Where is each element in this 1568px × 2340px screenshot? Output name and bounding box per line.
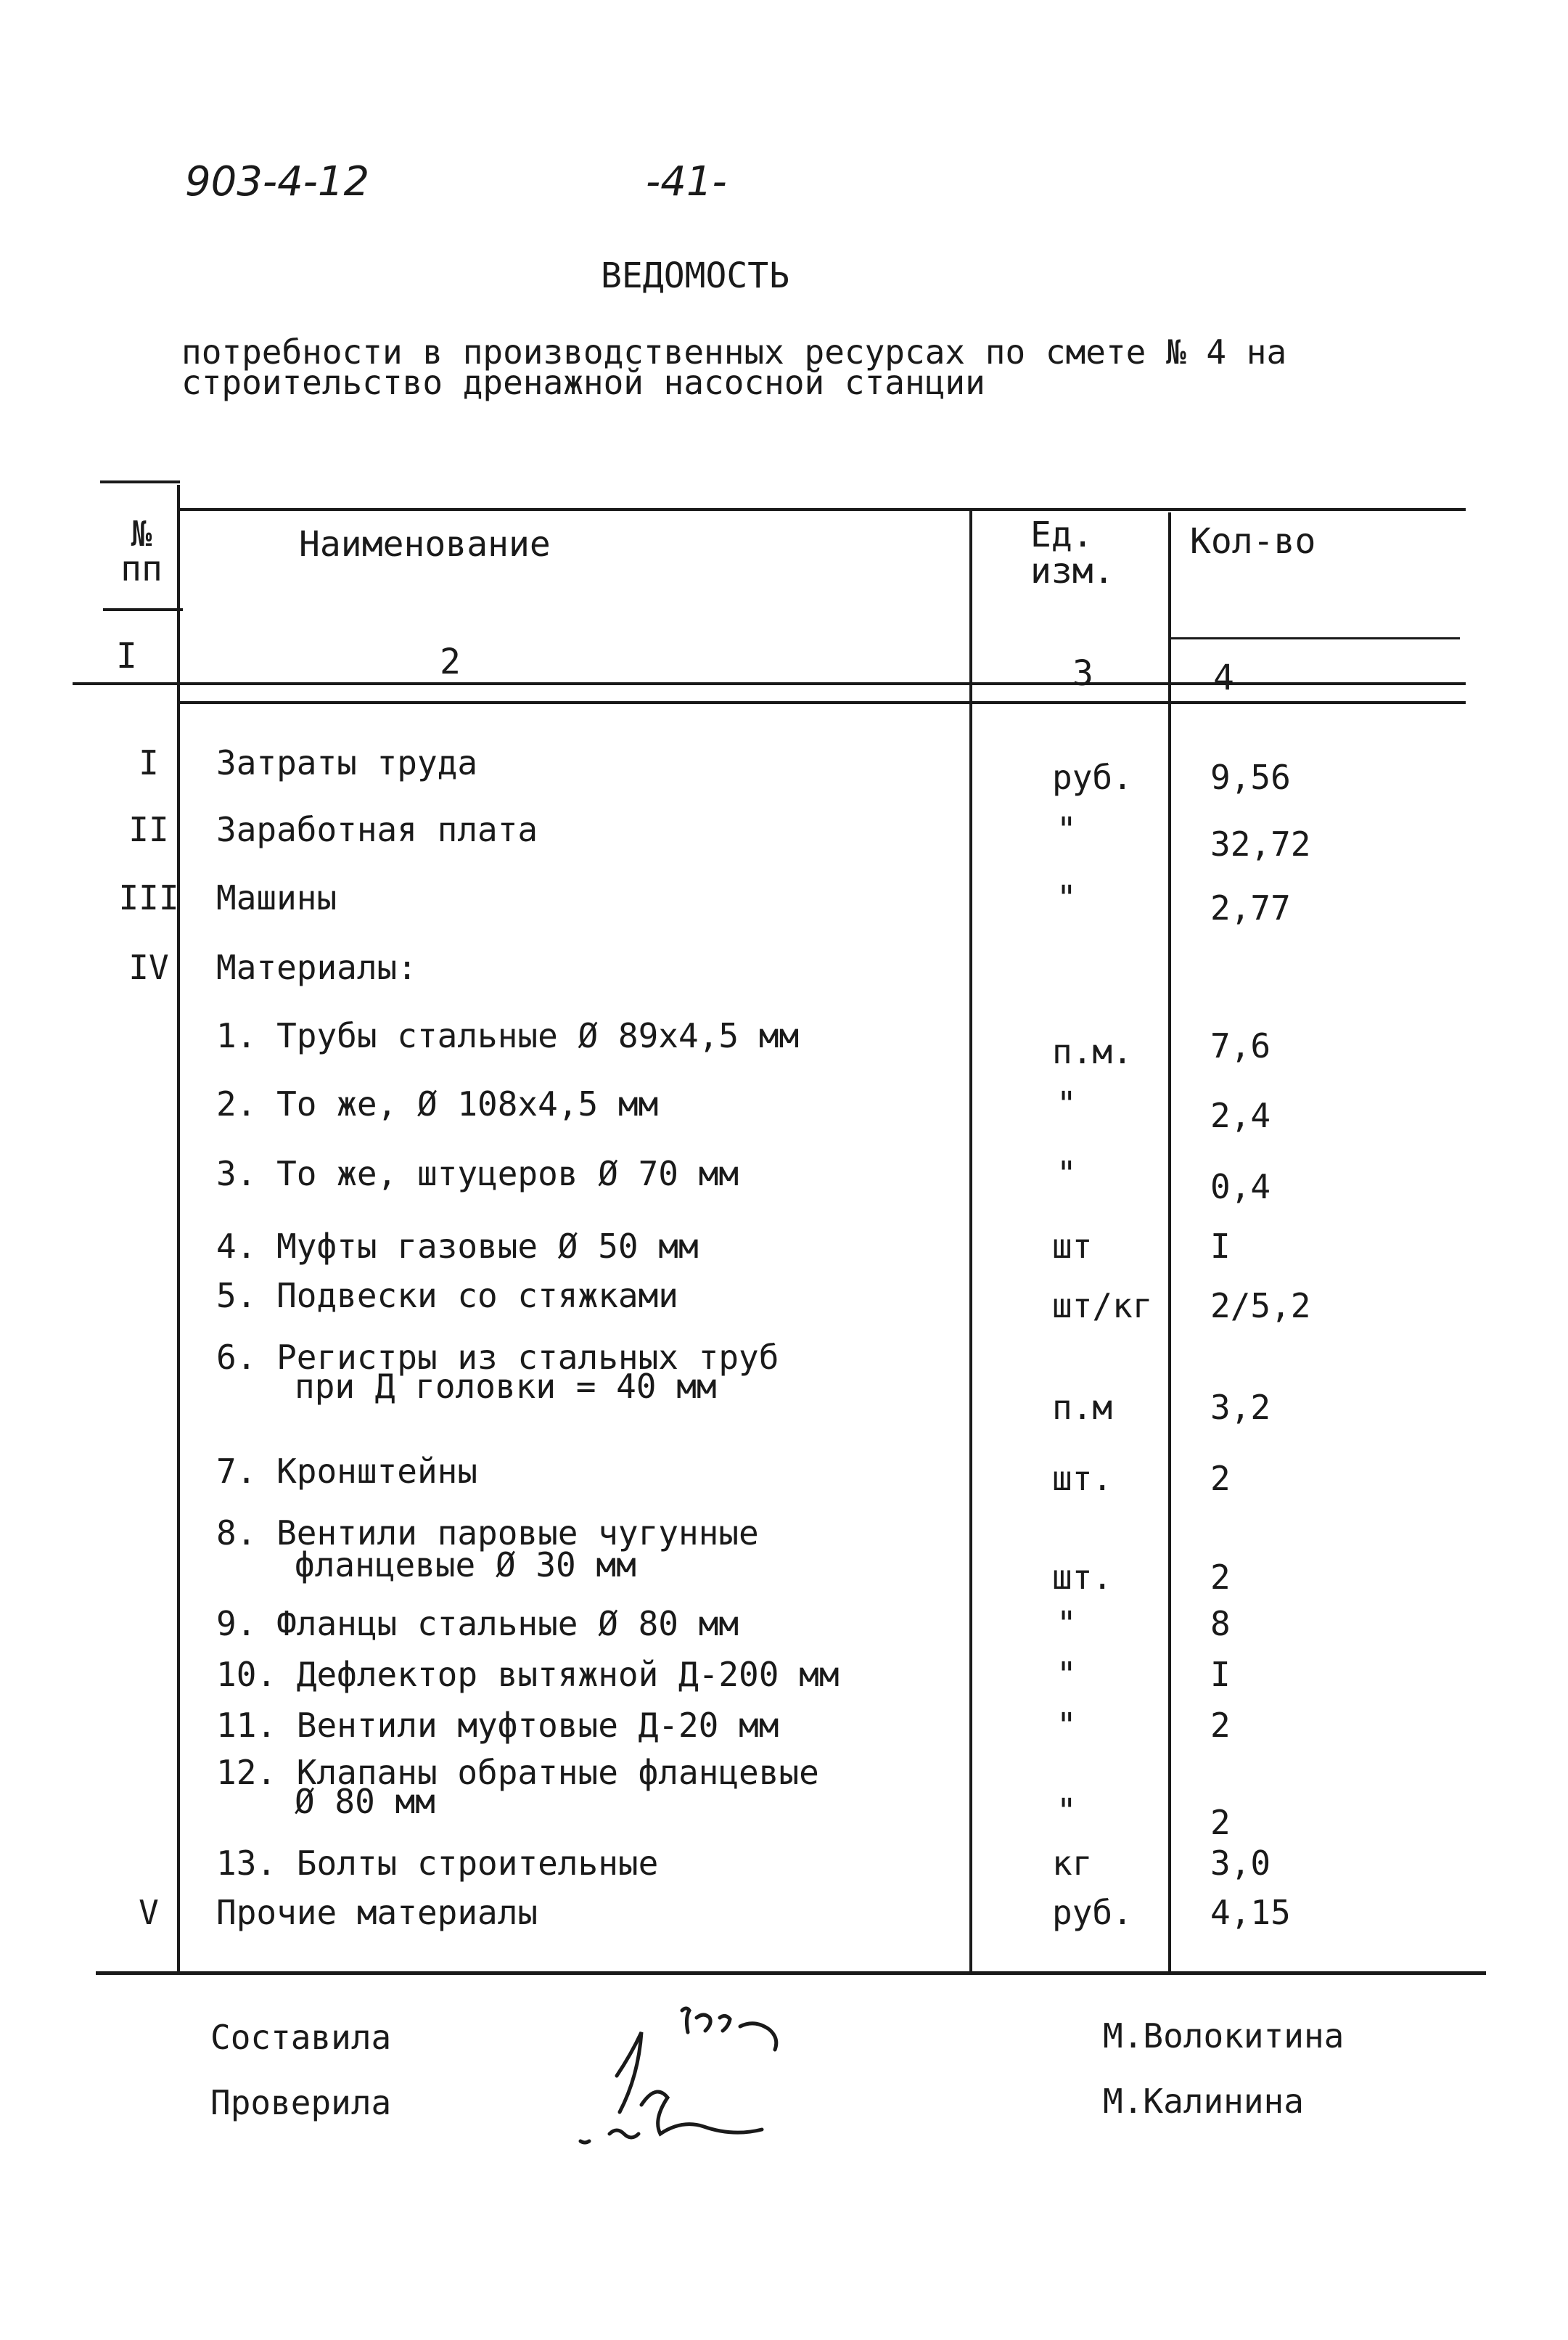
document-subtitle-line-2: строительство дренажной насосной станции [181, 363, 985, 402]
table-top-rule [180, 508, 1466, 511]
signature-mark [566, 1989, 827, 2156]
document-subtitle-line-1: потребности в производственных ресурсах по смете № 4 на [181, 332, 1287, 372]
checked-by-label: Проверила [210, 2083, 392, 2122]
table-bottom-rule [96, 1971, 1486, 1975]
column-number-3: 3 [1072, 653, 1093, 694]
document-title: ВЕДОМОСТЬ [601, 255, 790, 296]
checked-by-name: М.Калинина [1103, 2082, 1304, 2121]
column-divider-1 [177, 485, 180, 1973]
column-header-number: № пп [120, 514, 163, 589]
table-header-rule [103, 608, 183, 611]
document-code: 903-4-12 [185, 158, 370, 205]
column-header-quantity: Кол-во [1190, 521, 1316, 562]
page-number: -41- [646, 158, 727, 205]
column-divider-2 [969, 508, 972, 1973]
table-header-rule-right [1170, 637, 1460, 639]
column-number-2: 2 [440, 642, 461, 682]
table-numbers-rule-2 [180, 701, 1466, 704]
table-top-rule-left [100, 480, 180, 483]
column-number-4: 4 [1213, 658, 1234, 698]
column-header-name: Наименование [299, 524, 551, 565]
compiled-by-label: Составила [210, 2018, 392, 2057]
column-number-1: I [116, 636, 137, 676]
column-header-unit: Ед. изм. [1030, 515, 1115, 592]
compiled-by-name: М.Волокитина [1103, 2016, 1345, 2055]
column-divider-3 [1168, 512, 1171, 1973]
table-numbers-rule [73, 682, 1466, 685]
